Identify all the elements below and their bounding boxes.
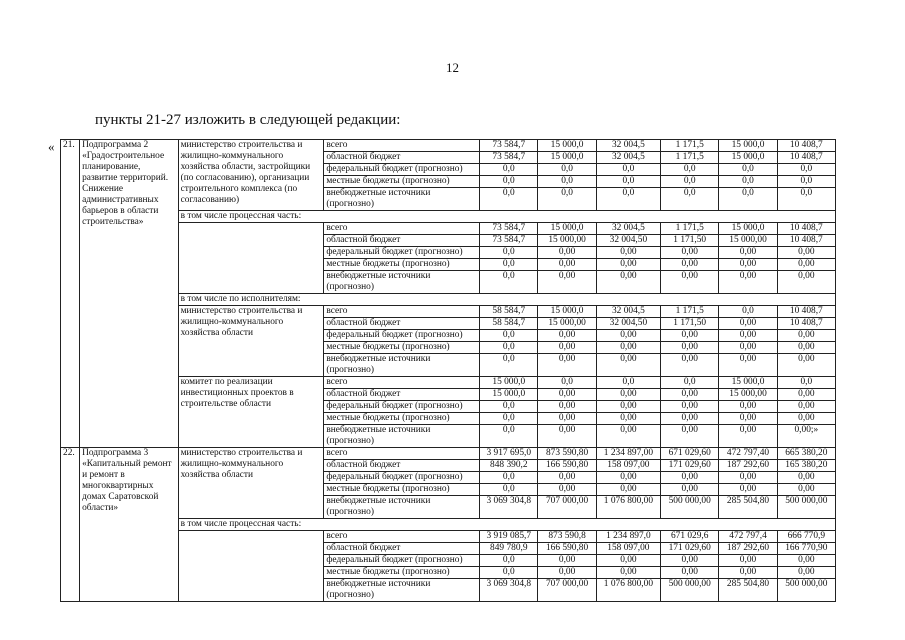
value-cell: 158 097,00 <box>596 460 660 472</box>
value-cell: 0,00 <box>719 555 777 567</box>
value-cell: 0,00 <box>538 413 596 425</box>
source-cell: всего <box>324 448 480 460</box>
item-number: 21. <box>61 140 80 448</box>
value-cell: 873 590,8 <box>538 531 596 543</box>
value-cell: 0,00 <box>719 247 777 259</box>
value-cell: 0,0 <box>719 306 777 318</box>
value-cell: 0,00 <box>538 330 596 342</box>
value-cell: 707 000,00 <box>538 579 596 602</box>
value-cell: 15 000,0 <box>538 306 596 318</box>
value-cell: 166 590,80 <box>538 460 596 472</box>
source-cell: областной бюджет <box>324 152 480 164</box>
value-cell: 15 000,0 <box>719 377 777 389</box>
source-cell: областной бюджет <box>324 460 480 472</box>
value-cell: 1 171,5 <box>661 223 719 235</box>
value-cell: 0,00 <box>596 472 660 484</box>
value-cell: 1 171,5 <box>661 306 719 318</box>
value-cell: 0,00 <box>596 413 660 425</box>
value-cell: 0,0 <box>480 271 538 294</box>
value-cell: 0,0 <box>596 188 660 211</box>
source-cell: всего <box>324 223 480 235</box>
value-cell: 0,00 <box>661 354 719 377</box>
section-heading: пункты 21-27 изложить в следующей редакции: <box>95 112 401 128</box>
section-label: в том числе процессная часть: <box>178 519 835 531</box>
value-cell: 285 504,80 <box>719 579 777 602</box>
value-cell: 1 234 897,00 <box>596 448 660 460</box>
value-cell: 32 004,50 <box>596 235 660 247</box>
value-cell: 0,00 <box>538 425 596 448</box>
value-cell: 873 590,80 <box>538 448 596 460</box>
value-cell: 0,00 <box>538 401 596 413</box>
value-cell: 73 584,7 <box>480 223 538 235</box>
value-cell: 0,00 <box>661 555 719 567</box>
source-cell: местные бюджеты (прогнозно) <box>324 176 480 188</box>
source-cell: внебюджетные источники (прогнозно) <box>324 496 480 519</box>
value-cell: 73 584,7 <box>480 235 538 247</box>
source-cell: местные бюджеты (прогнозно) <box>324 484 480 496</box>
value-cell: 10 408,7 <box>777 223 835 235</box>
value-cell: 1 234 897,0 <box>596 531 660 543</box>
value-cell: 15 000,0 <box>538 152 596 164</box>
value-cell: 0,00 <box>596 555 660 567</box>
source-cell: областной бюджет <box>324 318 480 330</box>
program-name: Подпрограмма 2 «Градостроительное планирование, развитие территорий. Снижение административных барьеров в области строительства» <box>80 140 179 448</box>
value-cell: 15 000,00 <box>538 235 596 247</box>
value-cell: 0,00 <box>719 484 777 496</box>
source-cell: областной бюджет <box>324 389 480 401</box>
value-cell: 0,00 <box>596 425 660 448</box>
value-cell: 15 000,0 <box>480 377 538 389</box>
source-cell: внебюджетные источники (прогнозно) <box>324 425 480 448</box>
value-cell: 0,0 <box>661 176 719 188</box>
value-cell: 165 380,20 <box>777 460 835 472</box>
value-cell: 0,00 <box>538 567 596 579</box>
value-cell: 0,0 <box>480 472 538 484</box>
value-cell: 0,00 <box>777 247 835 259</box>
executor-name: комитет по реализации инвестиционных проектов в строительстве области <box>178 377 324 448</box>
value-cell: 0,00 <box>719 330 777 342</box>
value-cell: 665 380,20 <box>777 448 835 460</box>
value-cell: 0,00 <box>596 401 660 413</box>
value-cell: 0,00 <box>661 342 719 354</box>
value-cell: 0,00 <box>661 247 719 259</box>
value-cell: 472 797,4 <box>719 531 777 543</box>
value-cell: 0,0 <box>777 188 835 211</box>
source-cell: внебюджетные источники (прогнозно) <box>324 354 480 377</box>
value-cell: 0,00 <box>777 330 835 342</box>
source-cell: внебюджетные источники (прогнозно) <box>324 271 480 294</box>
value-cell: 0,00 <box>596 259 660 271</box>
program-name: Подпрограмма 3 «Капитальный ремонт и ремонт в многоквартирных домах Саратовской области» <box>80 448 179 602</box>
source-cell: всего <box>324 140 480 152</box>
page-number: 12 <box>446 60 459 75</box>
value-cell: 0,0 <box>661 188 719 211</box>
value-cell: 0,0 <box>661 164 719 176</box>
value-cell: 32 004,5 <box>596 152 660 164</box>
source-cell: внебюджетные источники (прогнозно) <box>324 188 480 211</box>
value-cell: 0,0 <box>538 377 596 389</box>
value-cell: 849 780,9 <box>480 543 538 555</box>
value-cell: 0,00 <box>777 555 835 567</box>
value-cell: 0,0 <box>480 188 538 211</box>
value-cell: 0,0 <box>480 413 538 425</box>
executor-name <box>178 531 324 602</box>
value-cell: 15 000,0 <box>719 223 777 235</box>
value-cell: 0,00 <box>538 354 596 377</box>
value-cell: 1 076 800,00 <box>596 579 660 602</box>
source-cell: федеральный бюджет (прогнозно) <box>324 164 480 176</box>
value-cell: 0,00 <box>661 567 719 579</box>
value-cell: 0,00 <box>661 389 719 401</box>
value-cell: 0,00 <box>596 354 660 377</box>
value-cell: 0,0 <box>596 377 660 389</box>
value-cell: 0,00 <box>777 354 835 377</box>
value-cell: 0,00 <box>719 413 777 425</box>
value-cell: 0,00 <box>538 472 596 484</box>
value-cell: 0,00 <box>661 271 719 294</box>
budget-table <box>60 139 836 602</box>
value-cell: 671 029,60 <box>661 448 719 460</box>
value-cell: 0,0 <box>480 330 538 342</box>
source-cell: местные бюджеты (прогнозно) <box>324 342 480 354</box>
value-cell: 0,00 <box>596 567 660 579</box>
source-cell: местные бюджеты (прогнозно) <box>324 259 480 271</box>
value-cell: 166 770,90 <box>777 543 835 555</box>
value-cell: 0,00 <box>538 342 596 354</box>
value-cell: 1 076 800,00 <box>596 496 660 519</box>
value-cell: 0,00 <box>538 259 596 271</box>
source-cell: внебюджетные источники (прогнозно) <box>324 579 480 602</box>
value-cell: 0,00 <box>538 389 596 401</box>
value-cell: 0,0 <box>480 176 538 188</box>
table-row <box>61 448 836 460</box>
value-cell: 10 408,7 <box>777 235 835 247</box>
value-cell: 500 000,00 <box>777 579 835 602</box>
value-cell: 0,00 <box>538 555 596 567</box>
value-cell: 0,0 <box>480 164 538 176</box>
value-cell: 0,0 <box>480 342 538 354</box>
source-cell: местные бюджеты (прогнозно) <box>324 413 480 425</box>
value-cell: 10 408,7 <box>777 306 835 318</box>
value-cell: 0,0 <box>719 188 777 211</box>
value-cell: 187 292,60 <box>719 543 777 555</box>
value-cell: 171 029,60 <box>661 543 719 555</box>
value-cell: 0,00 <box>661 425 719 448</box>
value-cell: 0,00 <box>661 401 719 413</box>
value-cell: 0,00 <box>596 342 660 354</box>
value-cell: 0,00 <box>719 401 777 413</box>
value-cell: 15 000,0 <box>538 223 596 235</box>
value-cell: 15 000,00 <box>538 318 596 330</box>
value-cell: 1 171,5 <box>661 140 719 152</box>
value-cell: 0,00 <box>661 259 719 271</box>
value-cell: 32 004,5 <box>596 223 660 235</box>
value-cell: 472 797,40 <box>719 448 777 460</box>
value-cell: 10 408,7 <box>777 152 835 164</box>
value-cell: 0,0 <box>596 164 660 176</box>
value-cell: 10 408,7 <box>777 318 835 330</box>
value-cell: 0,0 <box>480 484 538 496</box>
value-cell: 0,00 <box>719 425 777 448</box>
value-cell: 0,0 <box>480 247 538 259</box>
value-cell: 0,0 <box>596 176 660 188</box>
source-cell: федеральный бюджет (прогнозно) <box>324 247 480 259</box>
value-cell: 15 000,0 <box>538 140 596 152</box>
value-cell: 58 584,7 <box>480 306 538 318</box>
value-cell: 0,00 <box>661 413 719 425</box>
value-cell: 500 000,00 <box>661 496 719 519</box>
value-cell: 15 000,0 <box>480 389 538 401</box>
value-cell: 0,0 <box>777 176 835 188</box>
value-cell: 0,00 <box>661 472 719 484</box>
value-cell: 15 000,00 <box>719 235 777 247</box>
value-cell: 15 000,00 <box>719 389 777 401</box>
value-cell: 0,0 <box>538 164 596 176</box>
value-cell: 0,00 <box>596 330 660 342</box>
value-cell: 285 504,80 <box>719 496 777 519</box>
source-cell: местные бюджеты (прогнозно) <box>324 567 480 579</box>
value-cell: 0,00 <box>596 271 660 294</box>
value-cell: 0,0 <box>719 164 777 176</box>
source-cell: федеральный бюджет (прогнозно) <box>324 330 480 342</box>
value-cell: 0,0 <box>777 377 835 389</box>
value-cell: 0,00;» <box>777 425 835 448</box>
value-cell: 0,00 <box>538 484 596 496</box>
value-cell: 0,0 <box>480 567 538 579</box>
value-cell: 0,00 <box>777 389 835 401</box>
value-cell: 0,00 <box>596 484 660 496</box>
section-label: в том числе по исполнителям: <box>178 294 835 306</box>
value-cell: 0,00 <box>777 342 835 354</box>
source-cell: федеральный бюджет (прогнозно) <box>324 555 480 567</box>
value-cell: 0,00 <box>777 401 835 413</box>
value-cell: 0,00 <box>777 271 835 294</box>
value-cell: 166 590,80 <box>538 543 596 555</box>
value-cell: 73 584,7 <box>480 140 538 152</box>
value-cell: 58 584,7 <box>480 318 538 330</box>
open-quote: « <box>48 139 55 154</box>
executor-name: министерство строительства и жилищно-коммунального хозяйства области <box>178 306 324 377</box>
value-cell: 0,00 <box>538 271 596 294</box>
value-cell: 10 408,7 <box>777 140 835 152</box>
value-cell: 0,00 <box>719 342 777 354</box>
executor-name <box>178 223 324 294</box>
value-cell: 3 069 304,8 <box>480 579 538 602</box>
value-cell: 3 917 695,0 <box>480 448 538 460</box>
value-cell: 0,00 <box>777 567 835 579</box>
value-cell: 0,0 <box>480 259 538 271</box>
value-cell: 500 000,00 <box>777 496 835 519</box>
value-cell: 171 029,60 <box>661 460 719 472</box>
value-cell: 3 919 085,7 <box>480 531 538 543</box>
table-row <box>61 140 836 152</box>
source-cell: федеральный бюджет (прогнозно) <box>324 401 480 413</box>
source-cell: областной бюджет <box>324 235 480 247</box>
value-cell: 0,00 <box>596 247 660 259</box>
value-cell: 0,0 <box>661 377 719 389</box>
value-cell: 0,00 <box>719 259 777 271</box>
source-cell: федеральный бюджет (прогнозно) <box>324 472 480 484</box>
value-cell: 0,00 <box>719 354 777 377</box>
value-cell: 0,00 <box>777 472 835 484</box>
source-cell: всего <box>324 377 480 389</box>
value-cell: 0,0 <box>777 164 835 176</box>
value-cell: 848 390,2 <box>480 460 538 472</box>
source-cell: всего <box>324 531 480 543</box>
value-cell: 0,00 <box>719 318 777 330</box>
value-cell: 0,00 <box>719 567 777 579</box>
value-cell: 0,0 <box>538 188 596 211</box>
value-cell: 1 171,50 <box>661 318 719 330</box>
value-cell: 0,0 <box>480 354 538 377</box>
value-cell: 15 000,0 <box>719 152 777 164</box>
source-cell: всего <box>324 306 480 318</box>
value-cell: 0,00 <box>596 389 660 401</box>
value-cell: 500 000,00 <box>661 579 719 602</box>
value-cell: 0,00 <box>777 413 835 425</box>
item-number: 22. <box>61 448 80 602</box>
value-cell: 32 004,50 <box>596 318 660 330</box>
value-cell: 0,00 <box>661 484 719 496</box>
value-cell: 73 584,7 <box>480 152 538 164</box>
value-cell: 0,00 <box>538 247 596 259</box>
value-cell: 0,00 <box>719 271 777 294</box>
value-cell: 187 292,60 <box>719 460 777 472</box>
executor-name: министерство строительства и жилищно-коммунального хозяйства области, застройщики (по согласованию), организации строительного комплекса (по согласованию) <box>178 140 324 211</box>
value-cell: 0,00 <box>661 330 719 342</box>
value-cell: 1 171,5 <box>661 152 719 164</box>
value-cell: 32 004,5 <box>596 306 660 318</box>
value-cell: 0,0 <box>480 555 538 567</box>
value-cell: 0,0 <box>538 176 596 188</box>
value-cell: 1 171,50 <box>661 235 719 247</box>
value-cell: 158 097,00 <box>596 543 660 555</box>
value-cell: 0,00 <box>777 484 835 496</box>
value-cell: 0,0 <box>480 401 538 413</box>
value-cell: 0,00 <box>719 472 777 484</box>
value-cell: 666 770,9 <box>777 531 835 543</box>
value-cell: 15 000,0 <box>719 140 777 152</box>
source-cell: областной бюджет <box>324 543 480 555</box>
value-cell: 0,0 <box>719 176 777 188</box>
value-cell: 0,0 <box>480 425 538 448</box>
executor-name: министерство строительства и жилищно-коммунального хозяйства области <box>178 448 324 519</box>
value-cell: 3 069 304,8 <box>480 496 538 519</box>
value-cell: 32 004,5 <box>596 140 660 152</box>
value-cell: 0,00 <box>777 259 835 271</box>
value-cell: 707 000,00 <box>538 496 596 519</box>
value-cell: 671 029,6 <box>661 531 719 543</box>
section-label: в том числе процессная часть: <box>178 211 835 223</box>
